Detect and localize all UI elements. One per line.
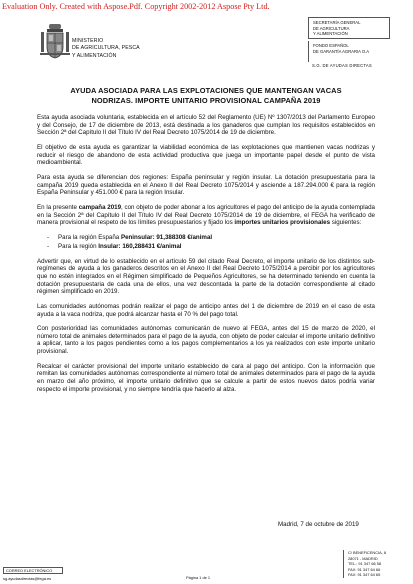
bold-run: importes unitarios provisionales [234,219,331,227]
contact-info [343,550,408,578]
email-label: CORREO ELECTRÓNICO [3,567,63,574]
paragraph: Advertir que, en virtud de lo establecido en el artículo 59 del citado Real Decreto, el importe unitario de los distintos sub-regímenes de ayuda a los ganaderos descritos en el Anexo II del Real Decreto 1075/2014 a percibir por los agricultores que no estén integrados en el Régimen simplificado de Pequeños Agricultores, se ha determinado teniendo en cuenta la dotación presupuestaria de cada una de ellos, una vez descontada la parte de la dotación correspondiente al citado régimen simplificado en 2019. [37,257,375,296]
secretaria-line: Y ALIMENTACIÓN [313,31,348,37]
date-signoff: Madrid, 7 de octubre de 2019 [278,521,359,528]
text-run: En la presente [37,203,79,211]
text-run: Para la región España [58,233,121,241]
paragraph [37,204,375,227]
ministry-line: Y ALIMENTACIÓN [72,52,117,59]
paragraph: Con posterioridad las comunidades autónomas comunicarán de nuevo al FEGA, antes del 15 de marzo de 2020, el número total de animales determinados para el pago de la ayuda, con objeto de poder calcular el importe unitario definitivo a aplicar, tanto a los pagos pendientes como a los pagos complementarios a los ya realizados con este importe unitario provisional. [37,325,375,356]
ministry-line: MINISTERIO [72,38,104,44]
paragraph: Esta ayuda asociada voluntaria, establecida en el artículo 52 del Reglamento (UE) Nº 1307/2013 del Parlamento Europeo y del Consejo, de 17 de diciembre de 2013, está destinada a los ganaderos que cumplan los requisitos establecidos en Sección 2ª del Capítulo II del Título IV del Real Decreto 1075/2014 de 19 de diciembre. [37,114,375,137]
fega-line: DE GARANTÍA AGRARIA O.A [313,48,370,54]
evaluation-watermark: Evaluation Only. Created with Aspose.Pdf. Copyright 2002-2012 Aspose Pty Ltd. [2,2,270,11]
coat-of-arms-icon [40,23,70,61]
secretaria-line: SECRETARÍA GENERAL [313,20,361,25]
title-line: NODRIZAS. IMPORTE UNITARIO PROVISIONAL CAMPAÑA 2019 [91,95,321,105]
list-item [47,234,375,242]
unit-amount-list [37,234,375,251]
ministry-line: DE AGRICULTURA, PESCA [72,45,140,52]
text-run: , con objeto de poder abonar a los agricultores el pago del anticipo de la ayuda contemplada en la Sección 2ª del Capítulo II del Título IV del Real Decreto 1075/2014 de 19 de diciembre, el FEGA ha verificado de manera provisional el respeto de los límites presupuestarios y fijado los [37,203,375,227]
paragraph: El objetivo de esta ayuda es garantizar la viabilidad económica de las explotaciones que mantienen vacas nodrizas y reducir el riesgo de abandono de esta actividad productiva que juega un importante papel desde el punto de vista medioambiental. [37,143,375,167]
contact-line: 28071 - MADRID [348,555,378,561]
fega-box [308,41,390,62]
bold-run: Insular: 160,288431 €/animal [98,242,182,250]
paragraph: Las comunidades autónomas podrán realizar el pago de anticipo antes del 1 de diciembre de 2019 en el caso de esta ayuda a la vaca nodriza, que podrá alcanzar hasta el 70 % del pago total. [37,302,375,318]
ministry-name [72,38,140,60]
contact-line: FAX: 91 347 64 66 [348,566,381,572]
secretaria-box [308,17,390,39]
document-body [37,114,375,400]
contact-line: FAX: 91 347 64 65 [348,572,381,577]
paragraph: Recalcar el carácter provisional del importe unitario establecido de cara al pago del anticipo. Con la información que remitan las comunidades autónomas correspondiente al número total de animales determinados para el pago de la ayuda en marzo del año próximo, el importe unitario definitivo que se calcule a partir de estos nuevos datos podría variar respecto el importe provisional, y no siempre tendría que hacerlo al alza. [37,362,375,393]
bold-run: Peninsular: 91,388308 €/animal [120,233,213,241]
secretaria-line: DE AGRICULTURA [313,25,350,31]
bold-run: campaña 2019 [78,203,122,211]
fega-line: FONDO ESPAÑOL [313,43,349,48]
department-name: S.G. DE AYUDAS DIRECTAS [312,63,372,68]
list-item [47,243,375,251]
page-number: Página 1 de 1 [186,575,211,580]
paragraph: Para esta ayuda se diferencian dos regiones: España peninsular y región insular. La dotación presupuestaria para la campaña 2019 queda establecida en el Anexo II del Real Decreto 1075/2014 y asciende a 187.294.000 € para la región España Peninsular y 451.000 € para la región Insular. [37,173,375,197]
contact-line: TEL.: 91 347 66 58 [348,561,382,566]
title-line: AYUDA ASOCIADA PARA LAS EXPLOTACIONES QUE MANTENGAN VACAS [70,86,342,95]
text-run: Para la región [58,242,99,250]
email-address[interactable]: sg.ayudasdirectas@fega.es [3,576,52,581]
text-run: siguientes: [330,219,362,227]
contact-line: C/ BENEFICENCIA, 8 [348,550,387,555]
document-title [36,86,376,105]
